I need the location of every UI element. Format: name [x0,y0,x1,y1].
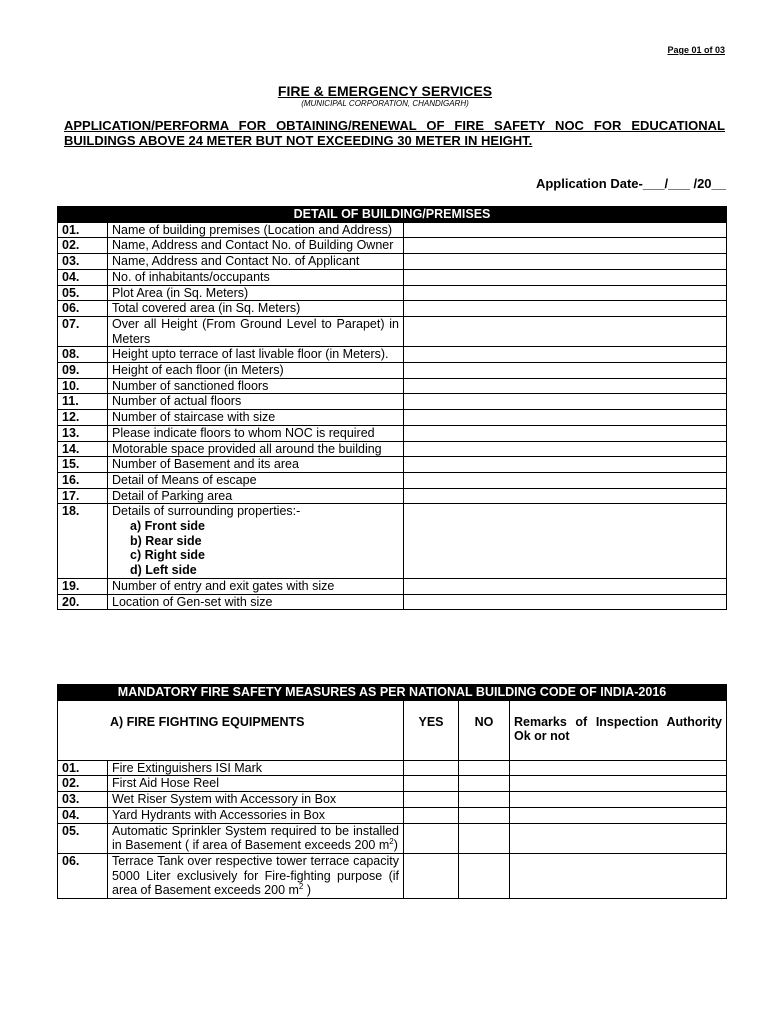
answer-field[interactable] [404,316,727,346]
no-checkbox-cell[interactable] [459,807,510,823]
item-number: 18. [58,504,108,579]
item-label-text: Details of surrounding properties:- [112,504,301,519]
table-row [58,807,727,823]
item-label [108,823,404,853]
item-label [108,760,404,776]
item-label [108,457,404,473]
item-label [108,269,404,285]
table-row [58,394,727,410]
remarks-field[interactable] [510,807,727,823]
table-row [58,823,727,853]
answer-field[interactable] [404,594,727,610]
remarks-field[interactable] [510,853,727,898]
item-label-text: Number of actual floors [112,394,242,409]
answer-field[interactable] [404,285,727,301]
remarks-field[interactable] [510,776,727,792]
item-label-text: Wet Riser System with Accessory in Box [112,792,337,807]
item-label [108,776,404,792]
item-label-text: First Aid Hose Reel [112,776,219,791]
item-label [108,425,404,441]
organization-title: FIRE & EMERGENCY SERVICES [277,83,493,99]
table-row [58,457,727,473]
table-row [58,760,727,776]
item-label-text: Height of each floor (in Meters) [112,363,284,378]
sub-item-label: d) Left side [130,563,197,578]
item-label [108,301,404,317]
item-number: 16. [58,472,108,488]
yes-checkbox-cell[interactable] [404,760,459,776]
item-label-text: Total covered area (in Sq. Meters) [112,301,301,316]
answer-field[interactable] [404,504,727,579]
item-number: 19. [58,578,108,594]
table-row [58,238,727,254]
item-number: 05. [58,823,108,853]
yes-checkbox-cell[interactable] [404,823,459,853]
item-label [108,578,404,594]
item-label-text: No. of inhabitants/occupants [112,269,270,284]
item-label [108,410,404,426]
sub-item-label: b) Rear side [130,533,202,548]
item-number: 04. [58,807,108,823]
item-number: 03. [58,254,108,270]
item-label-text: Terrace Tank over respective tower terrace capacity 5000 Liter exclusively for Fire-fighting purpose (if area of Basement exceeds 200 m [112,853,399,898]
table-row [58,441,727,457]
yes-column-header: YES [404,700,459,760]
item-label-text: Motorable space provided all around the building [112,441,382,456]
remarks-column-header: Remarks of Inspection Authority Ok or not [510,700,727,760]
answer-field[interactable] [404,441,727,457]
item-label-text: Yard Hydrants with Accessories in Box [112,807,326,822]
item-label-text: Number of entry and exit gates with size [112,578,335,593]
item-label-text: Plot Area (in Sq. Meters) [112,285,249,300]
remarks-field[interactable] [510,823,727,853]
item-label [108,853,404,898]
no-column-header: NO [459,700,510,760]
item-label [108,488,404,504]
no-checkbox-cell[interactable] [459,760,510,776]
item-label-text: Name, Address and Contact No. of Applicant [112,254,360,269]
item-label-text: Over all Height (From Ground Level to Parapet) in Meters [112,316,399,346]
answer-field[interactable] [404,425,727,441]
item-label-text: Height upto terrace of last livable floor (in Meters). [112,347,389,362]
yes-checkbox-cell[interactable] [404,807,459,823]
item-label-text: Please indicate floors to whom NOC is required [112,425,375,440]
table-row [58,222,727,238]
item-label-text: Detail of Parking area [112,488,233,503]
answer-field[interactable] [404,578,727,594]
item-label-text: Name of building premises (Location and Address) [112,222,393,237]
sub-item-label: c) Right side [130,548,206,563]
item-label-suffix: ) [393,838,398,853]
item-number: 06. [58,301,108,317]
table-row [58,363,727,379]
item-number: 11. [58,394,108,410]
item-label [108,394,404,410]
table-row [58,254,727,270]
table-row [58,488,727,504]
table-row [58,269,727,285]
no-checkbox-cell[interactable] [459,823,510,853]
item-number: 15. [58,457,108,473]
building-details-table [57,206,727,610]
item-number: 13. [58,425,108,441]
table-row [58,594,727,610]
item-number: 17. [58,488,108,504]
superscript: 2 [389,837,394,847]
item-number: 09. [58,363,108,379]
no-checkbox-cell[interactable] [459,776,510,792]
item-label-suffix: ) [303,883,312,898]
table-row [58,410,727,426]
answer-field[interactable] [404,378,727,394]
no-checkbox-cell[interactable] [459,853,510,898]
table-row [58,378,727,394]
item-number: 07. [58,316,108,346]
item-label-text: Number of staircase with size [112,410,276,425]
item-label [108,441,404,457]
item-number: 03. [58,792,108,808]
organization-subtitle: (MUNICIPAL CORPORATION, CHANDIGARH) [301,99,469,108]
table-row [58,853,727,898]
table-row [58,347,727,363]
remarks-field[interactable] [510,760,727,776]
item-label [108,792,404,808]
item-number: 10. [58,378,108,394]
item-number: 02. [58,238,108,254]
subsection-fire-fighting-equipments: A) FIRE FIGHTING EQUIPMENTS [58,700,404,760]
item-label [108,472,404,488]
item-number: 20. [58,594,108,610]
item-number: 01. [58,760,108,776]
remarks-field[interactable] [510,792,727,808]
answer-field[interactable] [404,254,727,270]
table-row [58,285,727,301]
yes-checkbox-cell[interactable] [404,792,459,808]
table-row [58,316,727,346]
section-header-mandatory: MANDATORY FIRE SAFETY MEASURES AS PER NATIONAL BUILDING CODE OF INDIA-2016 [58,685,727,701]
item-number: 06. [58,853,108,898]
answer-field[interactable] [404,238,727,254]
item-label [108,378,404,394]
form-title: APPLICATION/PERFORMA FOR OBTAINING/RENEWAL OF FIRE SAFETY NOC FOR EDUCATIONAL BUILDINGS ABOVE 24 METER BUT NOT EXCEEDING 30 METER IN HEIGHT. [64,118,725,148]
table-row [58,578,727,594]
item-label [108,316,404,346]
application-date: Application Date-___/___ /20__ [535,176,726,191]
answer-field[interactable] [404,269,727,285]
no-checkbox-cell[interactable] [459,792,510,808]
item-label-text: Fire Extinguishers ISI Mark [112,760,263,775]
item-label [108,807,404,823]
item-label [108,347,404,363]
item-label-text: Automatic Sprinkler System required to be installed in Basement ( if area of Basement exceeds 200 m [112,823,399,853]
answer-field[interactable] [404,222,727,238]
item-number: 01. [58,222,108,238]
item-number: 08. [58,347,108,363]
table-row [58,792,727,808]
item-number: 05. [58,285,108,301]
table-row [58,301,727,317]
yes-checkbox-cell[interactable] [404,776,459,792]
answer-field[interactable] [404,363,727,379]
item-label-text: Number of sanctioned floors [112,378,269,393]
item-label-text: Location of Gen-set with size [112,594,273,609]
sub-item-label: a) Front side [130,519,206,534]
item-label-text: Detail of Means of escape [112,472,257,487]
yes-checkbox-cell[interactable] [404,853,459,898]
item-number: 02. [58,776,108,792]
item-label [108,504,404,579]
item-label [108,238,404,254]
item-label-text: Name, Address and Contact No. of Building Owner [112,238,394,253]
answer-field[interactable] [404,488,727,504]
answer-field[interactable] [404,347,727,363]
item-label [108,363,404,379]
item-label [108,594,404,610]
item-number: 12. [58,410,108,426]
table-row [58,425,727,441]
page-number: Page 01 of 03 [667,45,725,55]
answer-field[interactable] [404,457,727,473]
answer-field[interactable] [404,410,727,426]
table-row [58,776,727,792]
table-row [58,504,727,579]
item-label-text: Number of Basement and its area [112,457,299,472]
item-label [108,222,404,238]
answer-field[interactable] [404,472,727,488]
item-label [108,285,404,301]
superscript: 2 [298,882,304,892]
table-row [58,472,727,488]
answer-field[interactable] [404,394,727,410]
item-number: 14. [58,441,108,457]
answer-field[interactable] [404,301,727,317]
section-header-building: DETAIL OF BUILDING/PREMISES [58,207,727,223]
fire-safety-measures-table [57,684,727,899]
item-number: 04. [58,269,108,285]
item-label [108,254,404,270]
